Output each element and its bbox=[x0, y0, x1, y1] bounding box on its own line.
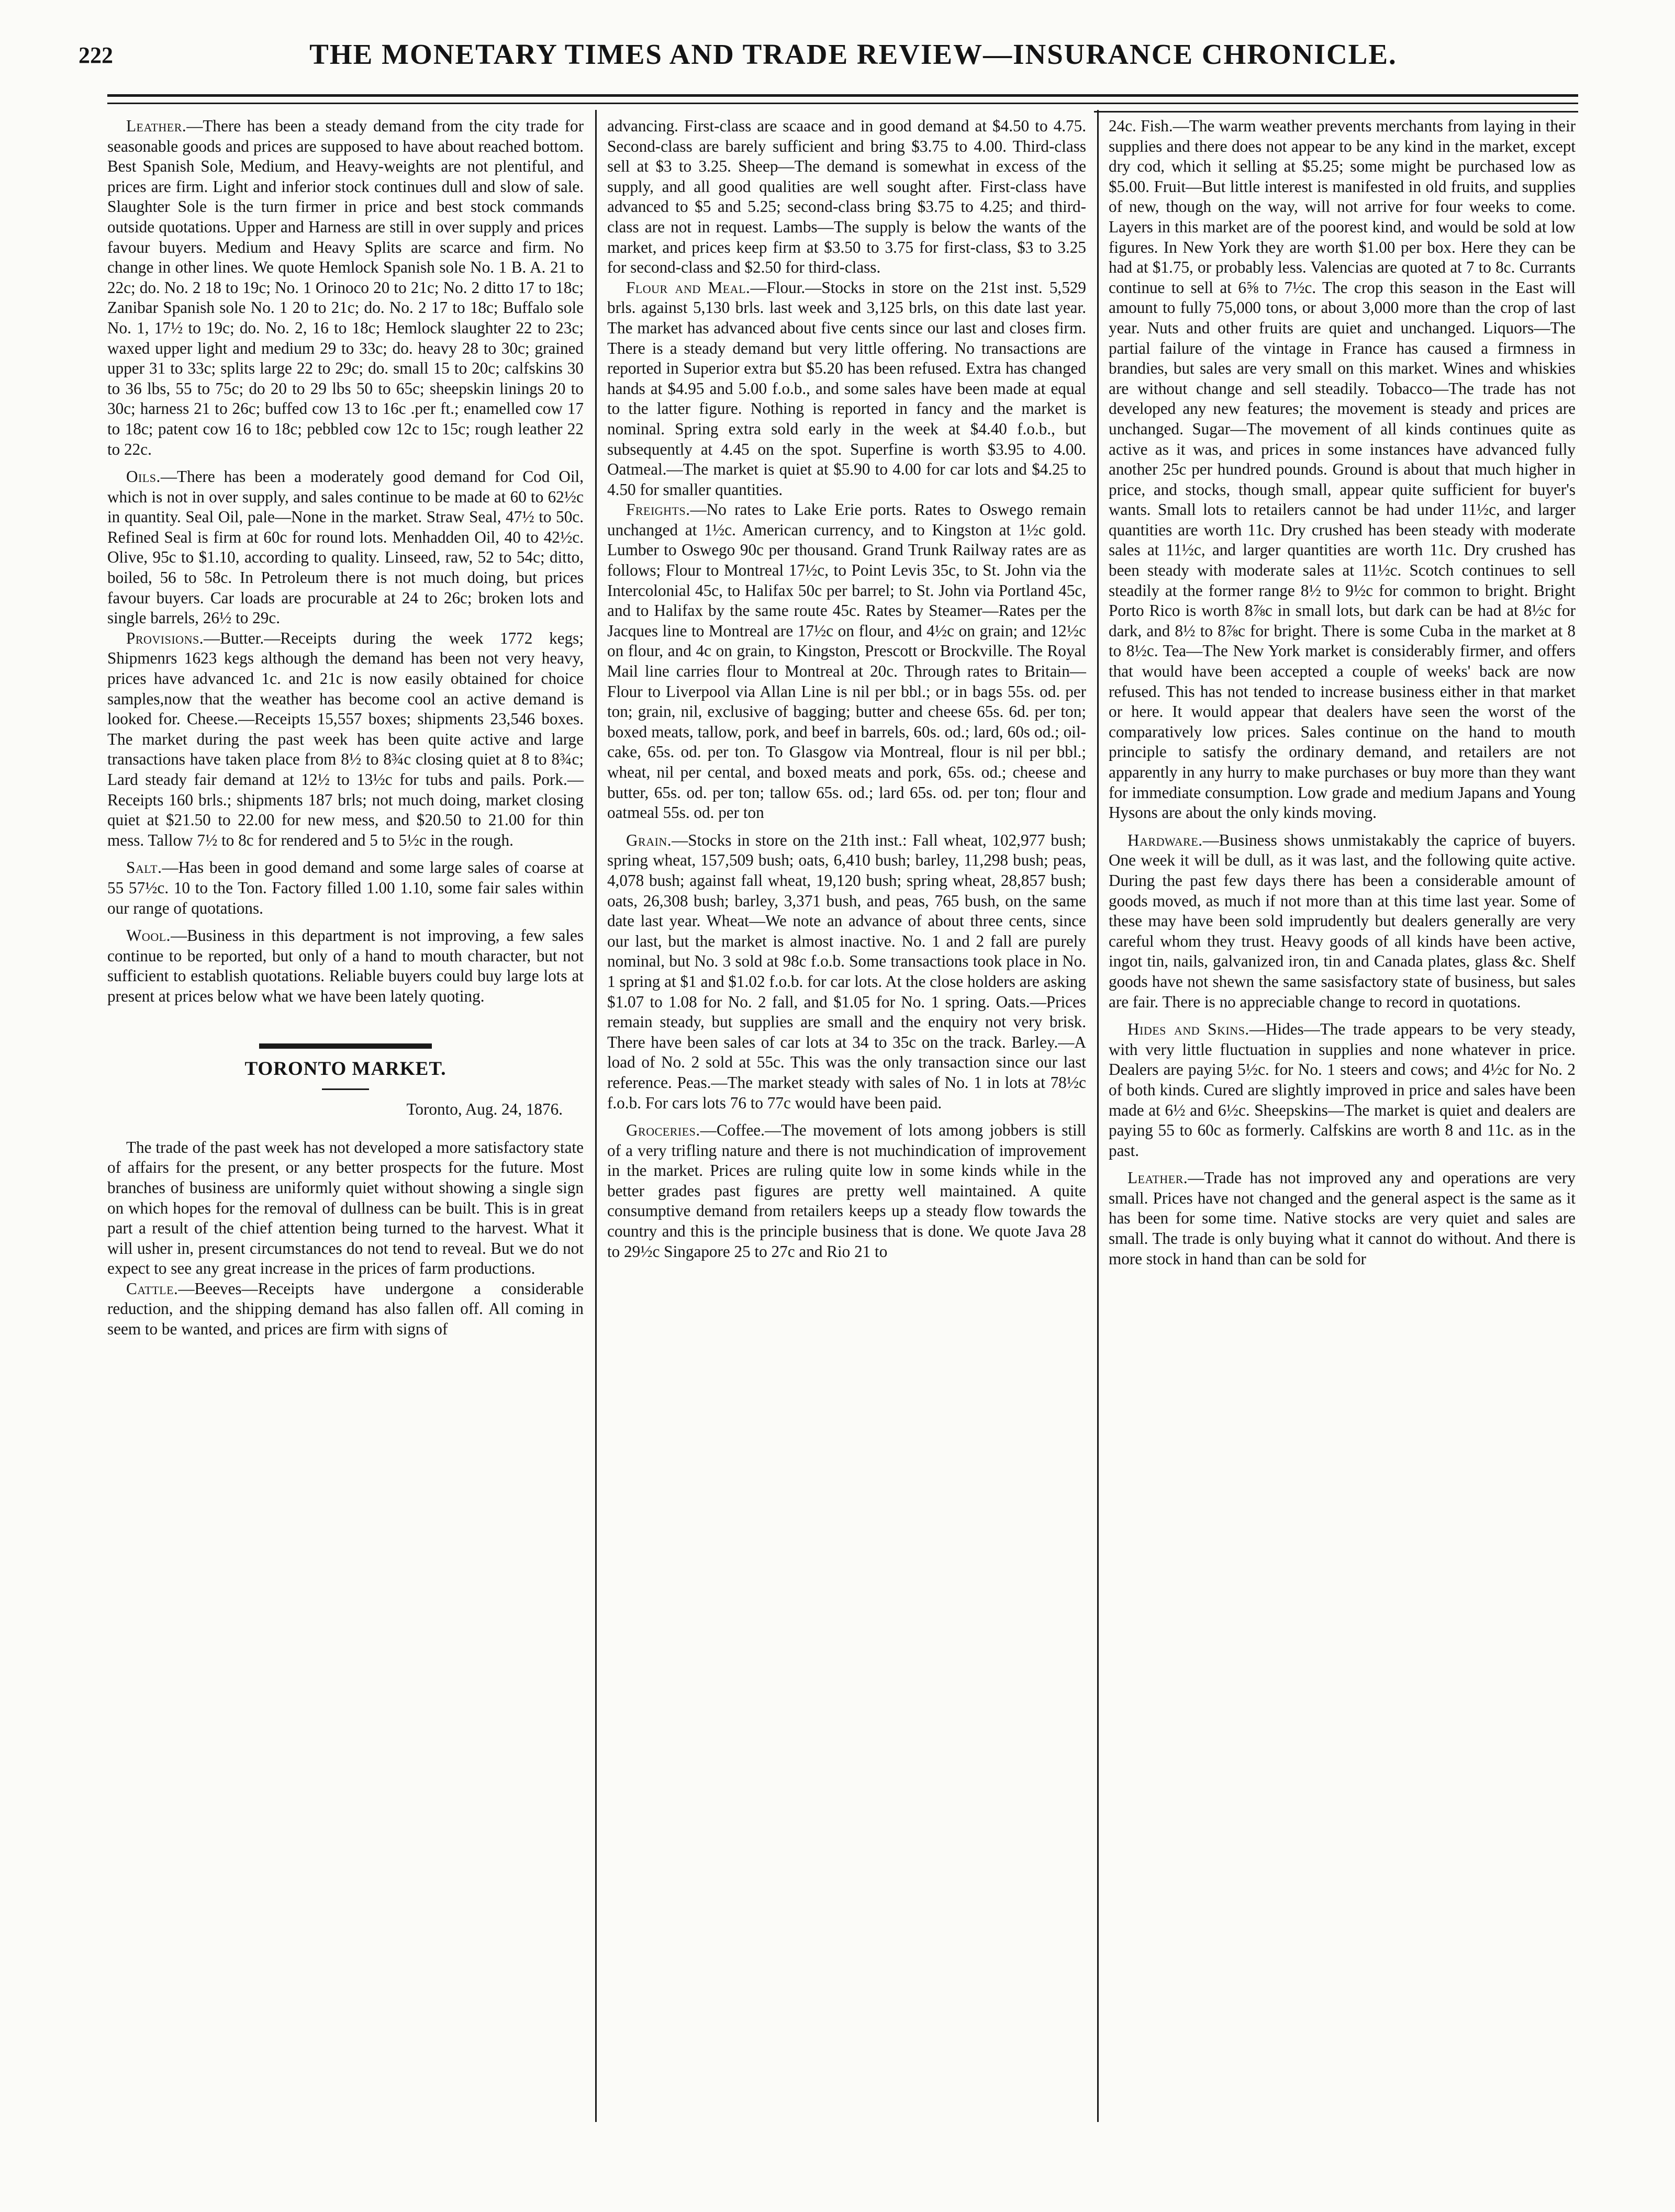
section-heading-wool: Wool. bbox=[126, 926, 171, 945]
column-3 bbox=[1109, 116, 1576, 1269]
section-heading-groceries: Groceries. bbox=[626, 1121, 700, 1140]
article-text: —Business shows unmistakably the caprice of buyers. One week it will be dull, as it was last, and the following quite active. During the past few days there has been a considerable amount of goods moved, as much if not more than at this time last year. Some of these may have been sold imprudently but dealers generally are very careful whom they trust. Heavy goods of all kinds have been active, ingot tin, nails, galvanized iron, tin and Canada plates, glass &c. Shelf goods have not shewn the same sasisfactory state of business, but sales are fair. There is no appreciable change to record in quotations. bbox=[1109, 830, 1576, 1011]
header-rule-thin bbox=[107, 103, 1578, 104]
section-heading-oils: Oils. bbox=[126, 467, 161, 486]
article-text: —There has been a moderately good demand for Cod Oil, which is not in over supply, and sales continue to be made at 60 to 62½c in quantity. Seal Oil, pale—None in the market. Straw Seal, 47½ to 50c. Refined Seal is firm at 60c for round lots. Menhadden Oil, 40 to 42½c. Olive, 95c to $1.10, according to quality. Linseed, raw, 52 to 54c; ditto, boiled, 56 to 58c. In Petroleum there is not much doing, but prices favour buyers. Car loads are procurable at 24 to 26c; broken lots and single barrels, 26½ to 29c. bbox=[107, 467, 584, 627]
article-groceries-continued: 24c. Fish.—The warm weather prevents merchants from laying in their supplies and there does not appear to be any kind in the market, except dry cod, which it selling at $5.25; some might be purchased low as $5.00. Fruit—But little interest is manifested in old fruits, and supplies of new, though on the way, will not arrive for four weeks to come. Layers in this market are of the poorest kind, and would be sold at low figures. In New York they are worth $1.00 per box. Here they can be had at $1.75, or probably less. Valencias are quoted at 7 to 8c. Currants continue to sell at 6⅝ to 7½c. The crop this season in the East will amount to fully 75,000 tons, or about 3,000 more than the crop of last year. Nuts and other fruits are quiet and unchanged. Liquors—The partial failure of the vintage in France has caused a firmness in brandies, but sales are very small on this market. Wines and whiskies are without change and sell steadily. Tobacco—The trade has not developed any new features; the movement is steady and prices are unchanged. Sugar—The movement of all kinds continues quite as active as it was, and prices in some instances have advanced fully another 25c per hundred pounds. Ground is about that much higher in price, and stocks, though small, appear quite sufficient for buyer's wants. Small lots to retailers cannot be had under 11½c, and larger quantities are worth 11c. Dry crushed has been steady with moderate sales at 11½c, and larger quantities are worth 11c. Dry crushed has been steady with moderate sales at 11½c. Scotch continues to sell steadily at the former range 8½ to 9½c for common to bright. Bright Porto Rico is worth 8⅞c in small lots, but dark can be had at 8½c for dark, and 8½ to 8⅞c for bright. There is some Cuba in the market at 8 to 8½c. Tea—The New York market is considerably firmer, and offers that would have been accepted a couple of weeks' back are now refused. This has not tended to increase business either in that market or here. It would appear that dealers have seen the worst of the comparatively low prices. Sales continue on the hand to mouth principle to satisfy the ordinary demand, and retailers are not apparently in any hurry to make purchases or buy more than they want for immediate consumption. Low grade and medium Japans and Young Hysons are about the only kinds moving. bbox=[1109, 117, 1576, 822]
article-text: —Flour.—Stocks in store on the 21st inst. 5,529 brls. against 5,130 brls. last week and 3,125 brls, on this date last year. The market has advanced about five cents since our last and closes firm. There is a steady demand but very little offering. No transactions are reported in Superior extra but $5.20 has been refused. Extra has changed hands at $4.95 and 5.00 f.o.b., and some sales have been made at equal to the latter figure. Nothing is reported in fancy and the market is nominal. Spring extra sold early in the week at $4.40 f.o.b., but subsequently at 4.45 on the spot. Superfine is worth $3.95 to 4.00. Oatmeal.—The market is quiet at $5.90 to 4.00 for car lots and $4.25 to 4.50 for smaller quantities. bbox=[607, 278, 1086, 499]
article-cattle-continued: advancing. First-class are scaace and in good demand at $4.50 to 4.75. Second-class are barely sufficient and bring $3.75 to 4.00. Third-class sell at $3 to 3.25. Sheep—The demand is somewhat in excess of the supply, and all good qualities are well sought after. First-class have advanced to $5 and 5.25; second-class bring $3.75 to 4.25; and third-class are not in request. Lambs—The supply is below the wants of the market, and prices keep firm at $3.50 to 3.75 for first-class, $3 to 3.25 for second-class and $2.50 for third-class. bbox=[607, 117, 1086, 277]
dateline: Toronto, Aug. 24, 1876. bbox=[406, 1100, 563, 1119]
column-1 bbox=[107, 116, 584, 1340]
article-text: —Business in this department is not improving, a few sales continue to be reported, but only of a hand to mouth character, but not sufficient to establish quotations. Reliable buyers could buy large lots at present at prices below what we have been lately quoting. bbox=[107, 926, 584, 1005]
section-heading-leather-2: Leather. bbox=[1127, 1169, 1188, 1187]
article-hardware bbox=[1109, 830, 1576, 1012]
section-divider-rule bbox=[259, 1043, 432, 1049]
section-heading-salt: Salt. bbox=[126, 858, 162, 877]
market-intro: The trade of the past week has not developed a more satisfactory state of affairs for the present, or any better prospects for the future. Most branches of business are uniformly quiet without showing a single sign on which hopes for the removal of dullness can be built. This is in great part a result of the chief attention being turned to the harvest. What it will usher in, present circumstances do not tend to reveal. But we do not expect to see any great increase in the prices of farm productions. bbox=[107, 1138, 584, 1278]
section-heading-flour-meal: Flour and Meal. bbox=[626, 278, 751, 297]
article-oils bbox=[107, 467, 584, 628]
article-text: —There has been a steady demand from the city trade for seasonable goods and prices are supposed to have about reached bottom. Best Spanish Sole, Medium, and Heavy-weights are not plentiful, and prices are firm. Light and inferior stock continues dull and slow of sale. Slaughter Sole is the turn firmer in price and best stock commands outside quotations. Upper and Harness are still in over supply and prices favour buyers. Medium and Heavy Splits are scarce and firm. No change in other lines. We quote Hemlock Spanish sole No. 1 B. A. 21 to 22c; do. No. 2 18 to 19c; No. 1 Orinoco 20 to 21c; No. 2 ditto 17 to 18c; Zanibar Spanish sole No. 1 20 to 21c; do. No. 2 17 to 18c; Buffalo sole No. 1, 17½ to 19c; do. No. 2, 16 to 18c; Hemlock slaughter 22 to 23c; waxed upper light and medium 29 to 33c; do. heavy 28 to 30c; grained upper 31 to 33c; splits large 22 to 29c; do. small 15 to 20c; calfskins 30 to 36 lbs, 55 to 75c; do 20 to 29 lbs 50 to 65c; sheepskin linings 20 to 30c; harness 21 to 26c; buffed cow 13 to 16c .per ft.; enamelled cow 17 to 18c; patent cow 16 to 18c; pebbled cow 12c to 15c; rough leather 22 to 22c. bbox=[107, 117, 584, 458]
masthead-title: THE MONETARY TIMES AND TRADE REVIEW—INSURANCE CHRONICLE. bbox=[309, 38, 1397, 70]
article-salt bbox=[107, 858, 584, 918]
header-rule-thick bbox=[107, 94, 1578, 97]
column-2 bbox=[607, 116, 1086, 1262]
toronto-market-banner bbox=[107, 1043, 584, 1091]
article-text: —Coffee.—The movement of lots among jobbers is still of a very trifling nature and there is not muchindication of improvement in the market. Prices are ruling quite low in some kinds while in the better grades past figures are pretty well maintained. A quite consumptive demand from retailers keeps up a steady flow towards the country and this is the principle business that is done. We quote Java 28 to 29½c Singapore 25 to 27c and Rio 21 to bbox=[607, 1121, 1086, 1261]
article-grain bbox=[607, 830, 1086, 1113]
column-divider-1 bbox=[595, 110, 597, 2122]
section-heading-freights: Freights. bbox=[626, 500, 690, 519]
section-heading-hides-skins: Hides and Skins. bbox=[1127, 1020, 1249, 1039]
article-leather bbox=[107, 116, 584, 459]
column3-top-rule bbox=[1094, 111, 1578, 113]
section-heading-cattle: Cattle. bbox=[126, 1279, 178, 1298]
article-flour-meal bbox=[607, 278, 1086, 500]
article-text: —Hides—The trade appears to be very steady, with very little fluctuation in supplies and none whatever in price. Dealers are paying 5½c. for No. 1 steers and cows; and 4½c for No. 2 of both kinds. Cured are slightly improved in price and sales have been made at 6½ and 6½c. Sheepskins—The market is quiet and dealers are paying 55 to 60c as formerly. Calfskins are worth 8 and 11c. as in the past. bbox=[1109, 1020, 1576, 1160]
article-text: —Butter.—Receipts during the week 1772 kegs; Shipmenrs 1623 kegs although the demand has been not very heavy, prices have advanced 1c. and 21c is now easily obtained for choice samples,now that the weather has become cool an active demand is looked for. Cheese.—Receipts 15,557 boxes; shipments 23,546 boxes. The market during the past week has been quite active and large transactions have taken place from 8½ to 8¾c closing quiet at 8 to 8¾c; Lard steady fair demand at 12½ to 13½c for tubs and pails. Pork.—Receipts 160 brls.; shipments 187 brls; not much doing, market closing quiet at $21.50 to 22.00 for new mess, and $20.50 to 21.00 for thin mess. Tallow 7½ to 8c for rendered and 5 to 5½c in the rough. bbox=[107, 628, 584, 849]
article-text: —Beeves—Receipts have undergone a considerable reduction, and the shipping demand has also fallen off. All coming in seem to be wanted, and prices are firm with signs of bbox=[107, 1279, 584, 1339]
section-heading-leather: Leather. bbox=[126, 117, 187, 135]
title-underline-rule bbox=[322, 1088, 369, 1090]
section-heading-grain: Grain. bbox=[626, 830, 672, 849]
section-heading-hardware: Hardware. bbox=[1127, 830, 1203, 849]
article-wool bbox=[107, 926, 584, 1006]
toronto-market-title: TORONTO MARKET. bbox=[244, 1058, 446, 1080]
article-text: —No rates to Lake Erie ports. Rates to Oswego remain unchanged at 1½c. American currency, and to Kingston at 1½c gold. Lumber to Oswego 90c per thousand. Grand Trunk Railway rates are as follows; Flour to Montreal 17½c, to Point Levis 35c, to St. John via the Intercolonial 45c, to Halifax 50c per barrel; to St. John via Portland 45c, and to Halifax by the same route 45c. Rates by Steamer—Rates per the Jacques line to Montreal are 17½c on flour, and 4½c on grain; and 12½c on flour, and 4c on grain, to Kingston, Prescott or Brockville. The Royal Mail line carries flour to Montreal at 20c. Through rates to Britain—Flour to Liverpool via Allan Line is nil per bbl.; or in bags 55s. od. per ton; grain, nil, exclusive of bagging; butter and cheese 65s. 6d. per ton; boxed meats, tallow, pork, and beef in barrels, 60s. od.; lard, 60s od.; oil-cake, 65s. od. per ton. To Glasgow via Montreal, flour is nil per bbl.; wheat, nil per cental, and boxed meats and pork, 65s. od.; cheese and butter, 65s. od. per ton; tallow 65s. od.; lard 65s. od. per ton; flour and oatmeal 55s. od. per ton bbox=[607, 500, 1086, 822]
page-number: 222 bbox=[79, 42, 113, 68]
article-leather-2 bbox=[1109, 1168, 1576, 1269]
article-text: —Stocks in store on the 21th inst.: Fall wheat, 102,977 bush; spring wheat, 157,509 bush; oats, 6,410 bush; barley, 11,298 bush; peas, 4,078 bush; against fall wheat, 19,120 bush; spring wheat, 28,857 bush; oats, 26,308 bush; barley, 3,371 bush, and peas, 765 bush, on the same date last year. Wheat—We note an advance of about three cents, since our last, but the market is almost inactive. No. 1 and 2 fall are purely nominal, but No. 3 sold at 98c f.o.b. Some transactions took place in No. 1 spring at $1 and $1.02 f.o.b. for car lots. At the close holders are asking $1.07 to 1.08 for No. 2 fall, and $1.05 for No. 1 spring. Oats.—Prices remain steady, but supplies are small and the enquiry not very brisk. There have been sales of car lots at 34 to 35c on the track. Barley.—A load of No. 2 sold at 55c. This was the only transaction since our last reference. Peas.—The market steady with sales of No. 1 in lots at 78½c f.o.b. For cars lots 76 to 77c would have been paid. bbox=[607, 830, 1086, 1112]
article-provisions bbox=[107, 628, 584, 851]
column-divider-2 bbox=[1097, 110, 1099, 2122]
section-heading-provisions: Provisions. bbox=[126, 628, 204, 647]
article-groceries bbox=[607, 1120, 1086, 1262]
article-text: —Has been in good demand and some large sales of coarse at 55 57½c. 10 to the Ton. Factory filled 1.00 1.10, some fair sales within our range of quotations. bbox=[107, 858, 584, 917]
article-freights bbox=[607, 500, 1086, 823]
article-text: —Trade has not improved any and operations are very small. Prices have not changed and the general aspect is the same as it has been for some time. Native stocks are very quiet and sales are small. The trade is only buying what it cannot do without. And there is more stock in hand than can be sold for bbox=[1109, 1169, 1576, 1268]
article-cattle bbox=[107, 1279, 584, 1340]
article-hides-skins bbox=[1109, 1019, 1576, 1161]
